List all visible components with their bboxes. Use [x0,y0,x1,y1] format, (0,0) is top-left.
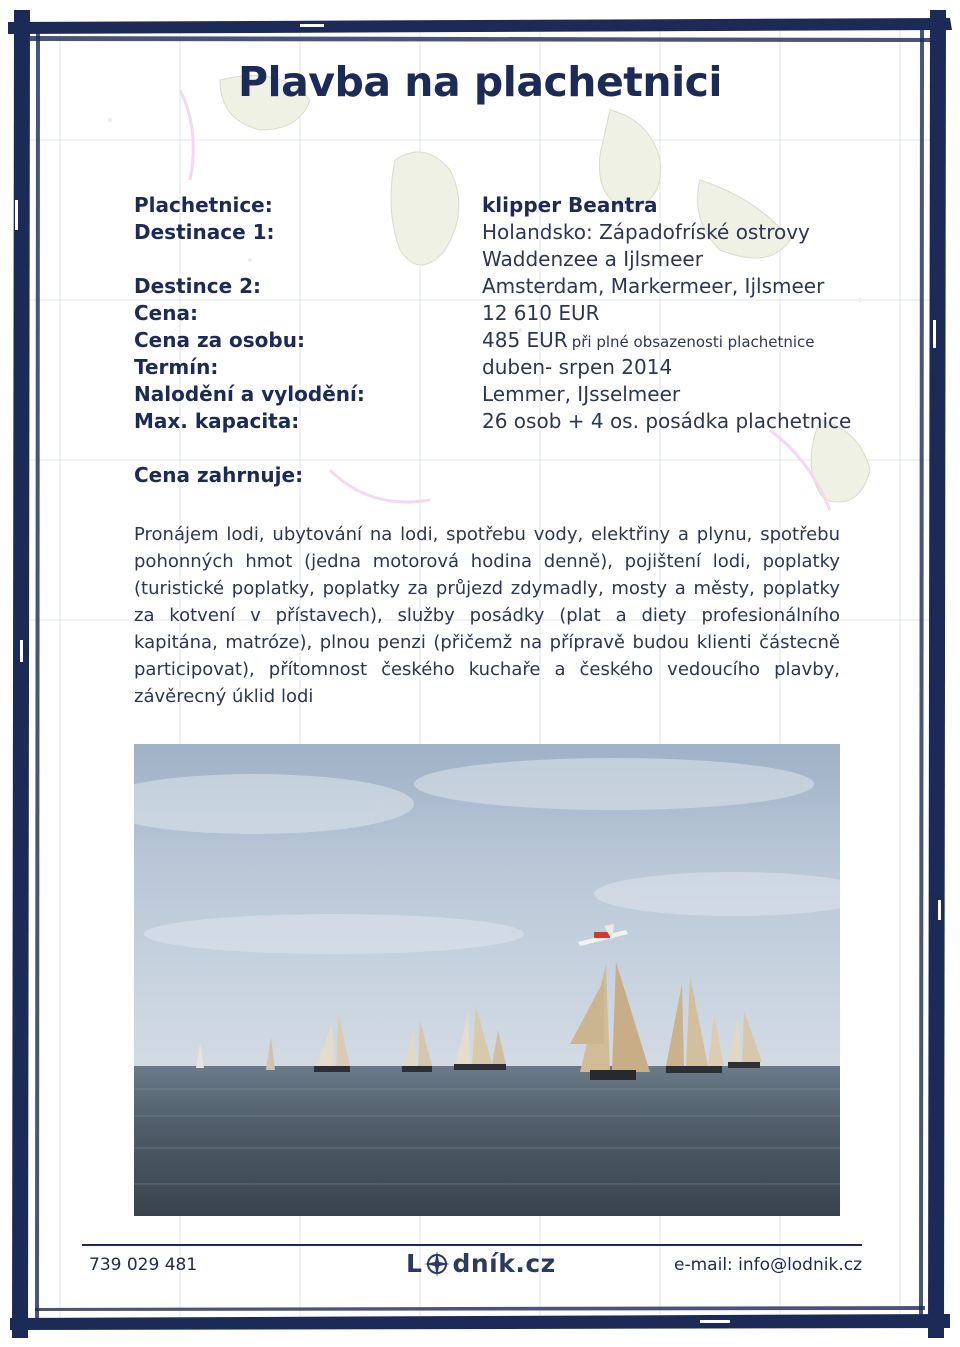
detail-value: klipper Beantra [482,193,658,217]
footer-email: e-mail: info@lodnik.cz [674,1255,862,1275]
detail-label: Destinace 1: [134,220,275,244]
lodnik-logo [406,1249,556,1278]
detail-note: při plné obsazenosti plachetnice [571,333,815,351]
footer-divider [82,1244,862,1246]
detail-label: Destince 2: [134,274,262,298]
detail-value: 26 osob + 4 os. posádka plachetnice [482,409,852,433]
detail-label: Cena za osobu: [134,328,305,352]
detail-value-wrap [482,327,815,356]
logo-text-right: dník.cz [452,1249,556,1278]
detail-label: Termín: [134,355,219,379]
detail-value: 485 EUR [482,328,568,352]
detail-label: Plachetnice: [134,193,273,217]
detail-value: 12 610 EUR [482,301,600,325]
page-title: Plavba na plachetnici [238,58,722,106]
compass-rose-icon [423,1250,451,1278]
detail-value: duben- srpen 2014 [482,355,673,379]
detail-value: Holandsko: Západofríské ostrovy [482,220,810,244]
includes-paragraph: Pronájem lodi, ubytování na lodi, spotřebu vody, elektřiny a plynu, spotřebu pohonných hmot (jedna motorová hodina denně), pojištení lodi, poplatky (turistické poplatky, poplatky za průjezd zdymadly, mosty a městy, poplatky za kotvení v přístavech), služby posádky (plat a diety profesionálního kapitána, matróze), plnou penzi (přičemž na přípravě budou klienti částecně participovat), přítomnost českého kuchaře a českého vedoucího plavby, závěrecný úklid lodi [134,524,840,707]
includes-heading: Cena zahrnuje: [134,463,304,487]
detail-value: Lemmer, IJsselmeer [482,382,681,406]
detail-label: Cena: [134,301,198,325]
footer-phone: 739 029 481 [89,1255,198,1275]
logo-text-left: L [406,1249,423,1278]
detail-label: Max. kapacita: [134,409,300,433]
detail-label: Nalodění a vylodění: [134,382,365,406]
detail-value: Waddenzee a Ijlsmeer [482,247,703,271]
detail-value: Amsterdam, Markermeer, Ijlsmeer [482,274,825,298]
sailing-ships-photo [134,744,840,1216]
